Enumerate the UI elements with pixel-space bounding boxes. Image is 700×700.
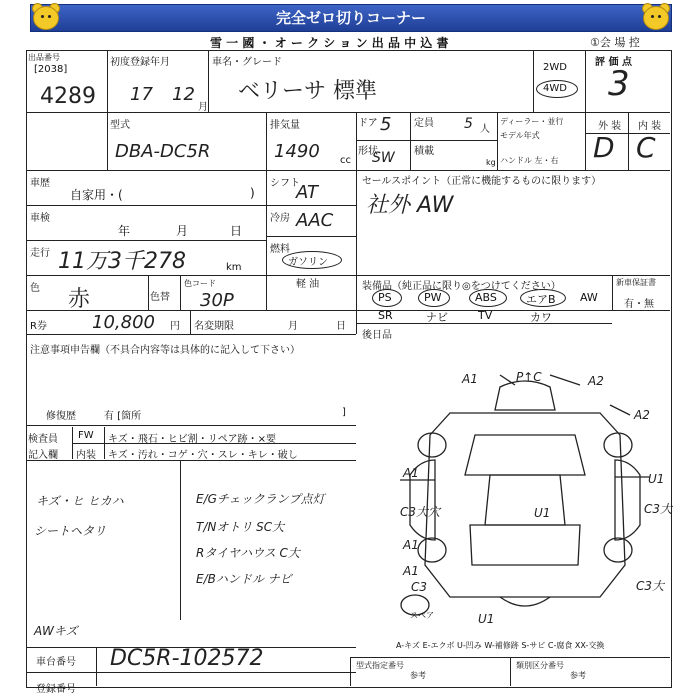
warranty-value: 有・無 (624, 299, 654, 310)
name-change-label: 名変期限 (194, 321, 234, 332)
note-tire-house: Rタイヤハウス C大 (196, 546, 300, 560)
mileage-value: 11万3千278 (58, 249, 186, 274)
recycle-label: R券 (30, 321, 47, 332)
shift-label: シフト (270, 178, 300, 189)
notes-label: 注意事項申告欄（不具合内容等は具体的に記入して下さい） (30, 345, 300, 356)
first-registration-month: 12 (172, 84, 195, 105)
note-seat-wear: シートヘタリ (34, 524, 107, 538)
dealer-handle: ハンドル 左・右 (500, 156, 559, 165)
inspection-day: 日 (230, 224, 243, 238)
inspection-month: 月 (176, 224, 189, 238)
note-engine-lamp: E/Gチェックランプ点灯 (196, 492, 325, 506)
lot-label: 出品番号 (28, 53, 60, 62)
drive-4wd: 4WD (543, 83, 567, 94)
mascot-left-icon (30, 2, 60, 30)
banner-title: 完全ゼロ切りコーナー (275, 9, 426, 27)
sales-points-value: 社外 AW (366, 193, 454, 218)
color-code: 30P (200, 290, 234, 311)
repair-value: 有 [箇所 (104, 411, 142, 422)
equip-airbag: エアB (526, 293, 556, 306)
model-spec-label: 型式指定番号 (356, 661, 404, 670)
exterior-grade: D (593, 131, 615, 164)
aircon-label: 冷房 (270, 213, 290, 224)
inspector-label: 検査員 (28, 434, 58, 445)
history-value: 自家用・( (70, 188, 123, 202)
repair-close: ] (342, 407, 346, 418)
capacity-label: 定員 (414, 118, 434, 129)
diag-mark-a2-top: A2 (588, 374, 604, 388)
banner-bar (30, 4, 672, 32)
sheet-title: 雪 一 國 ・ オ ー ク シ ョ ン 出 品 中 込 書 (210, 36, 449, 50)
equip-leather: カワ (530, 311, 552, 324)
vehicle-label: 車名・グレード (212, 57, 282, 68)
diag-mark-c3-rear: C3大 (636, 579, 665, 593)
first-registration-label: 初度登録年月 (110, 57, 170, 68)
capacity-value: 5 (464, 116, 473, 132)
body-type-value: SW (372, 150, 395, 166)
inspector-fw: FW (78, 430, 94, 441)
diag-mark-a1-left3: A1 (403, 564, 419, 578)
after-seat-label: 後日品 (362, 330, 392, 341)
body-type-label: 形状 (358, 146, 378, 157)
diag-mark-a2-right: A2 (634, 408, 650, 422)
model-label: 型式 (110, 120, 130, 131)
entry-label: 記入欄 (28, 450, 58, 461)
inspector-fw-items: キズ・飛石・ヒビ割・リペア跡・×要 (108, 434, 276, 445)
repair-label: 修復歴 (46, 411, 76, 422)
equip-sr: SR (378, 309, 393, 322)
displacement-unit: cc (340, 155, 351, 166)
mileage-unit: km (226, 262, 242, 273)
inspection-label: 車検 (30, 213, 50, 224)
displacement-label: 排気量 (270, 120, 300, 131)
equip-ps: PS (378, 291, 392, 304)
dealer-model-year: モデル年式 (500, 131, 540, 140)
month-unit: 月 (198, 102, 208, 113)
shift-value: AT (296, 182, 318, 203)
color-code-label: 色コード (184, 279, 216, 288)
diag-mark-c3-rear-left: C3 (411, 580, 428, 594)
diag-mark-u1-right: U1 (648, 472, 665, 486)
exterior-label: 外 装 (598, 121, 622, 132)
fuel-label: 燃料 (270, 244, 290, 255)
diag-mark-pc: P↑C (516, 370, 542, 384)
color-change-label: 色替 (150, 292, 170, 303)
equip-pw-circle (418, 289, 450, 307)
drive-2wd: 2WD (543, 62, 567, 73)
first-registration-year: 17 (130, 84, 153, 105)
entry-interior: 内装 (76, 450, 96, 461)
fuel-diesel: 軽 油 (296, 279, 320, 290)
displacement-value: 1490 (274, 141, 320, 162)
color-value: 赤 (68, 287, 91, 312)
damage-legend: A-キズ E-エクボ U-凹み W-補修跡 S-サビ C-腐食 XX-交換 (396, 641, 605, 650)
history-label: 車歴 (30, 178, 50, 189)
category-ref: 参考 (570, 671, 586, 680)
doors-label: ドア (358, 118, 378, 129)
diag-spare-label: スペア (410, 611, 434, 620)
diag-mark-a1-left: A1 (403, 466, 419, 480)
model-value: DBA-DC5R (115, 141, 211, 162)
chassis-value: DC5R-102572 (110, 646, 264, 671)
entry-interior-items: キズ・汚れ・コゲ・穴・スレ・キレ・破し (108, 450, 298, 461)
interior-label: 内 装 (638, 121, 662, 132)
dealer-label: ディーラー・並行 (500, 117, 564, 126)
chassis-label: 車台番号 (36, 657, 76, 668)
mascot-right-icon (640, 2, 670, 30)
equip-navi: ナビ (426, 311, 448, 324)
capacity-unit: 人 (480, 124, 490, 135)
diag-mark-a1-top: A1 (462, 372, 478, 386)
aircon-value: AAC (296, 210, 334, 231)
venue-label: ①会 場 控 (590, 36, 640, 49)
equip-ps-circle (372, 289, 402, 307)
recycle-unit: 円 (170, 321, 180, 332)
diag-mark-a1-left2: A1 (403, 538, 419, 552)
diag-mark-u1-center: U1 (534, 506, 551, 520)
recycle-value: 10,800 (92, 312, 155, 333)
equip-abs-circle (469, 289, 507, 307)
warranty-label: 新車保証書 (616, 278, 656, 287)
doors-value: 5 (380, 114, 392, 135)
lot-number: 4289 (40, 84, 96, 109)
load-label: 積載 (414, 146, 434, 157)
registration-label: 登録番号 (36, 684, 76, 695)
sales-points-label: セールスポイント（正常に機能するものに限ります） (362, 176, 602, 187)
grade-score: 3 (608, 64, 630, 104)
color-label: 色 (30, 283, 40, 294)
equip-aw: AW (580, 291, 598, 304)
diag-mark-c3-left: C3大穴 (400, 505, 441, 519)
note-aw-scratch: AWキズ (34, 624, 78, 638)
equip-airbag-circle (520, 289, 566, 307)
inspection-year: 年 (118, 224, 131, 238)
lot-small-code: [2038] (34, 64, 68, 75)
vehicle-name: ベリーサ 標準 (238, 79, 377, 104)
interior-grade: C (636, 131, 656, 164)
diag-mark-c3-right: C3大 (644, 502, 673, 516)
category-label: 類別区分番号 (516, 661, 564, 670)
diag-mark-u1-rear: U1 (478, 612, 495, 626)
model-spec-ref: 参考 (410, 671, 426, 680)
note-tn: T/Nオトリ SC大 (196, 520, 285, 534)
equip-abs: ABS (475, 291, 497, 304)
equip-tv: TV (478, 309, 493, 322)
fuel-gas: ガソリン (288, 257, 328, 268)
name-change-month: 月 (288, 321, 298, 332)
history-close: ) (250, 186, 255, 200)
note-handle: E/Bハンドル ナビ (196, 572, 292, 586)
name-change-day: 日 (336, 321, 346, 332)
load-unit: kg (486, 158, 496, 167)
equip-pw: PW (424, 291, 442, 304)
mileage-label: 走行 (30, 248, 50, 259)
grade-label: 評 価 点 (595, 57, 632, 68)
equipment-label: 装備品（純正品に限り◎をつけてください） (362, 281, 561, 292)
note-scratch: キズ・ヒ ヒカハ (36, 494, 124, 508)
